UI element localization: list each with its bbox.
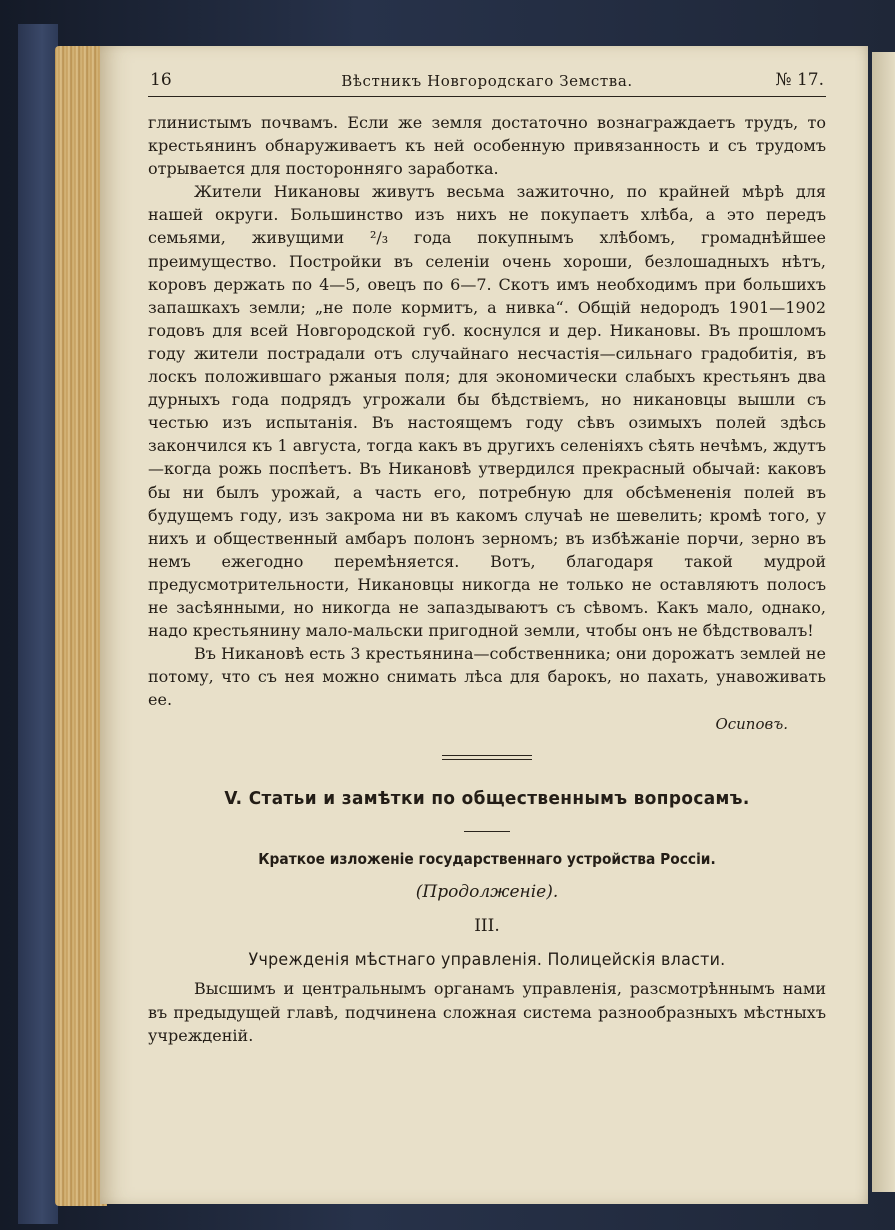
page-content bbox=[148, 66, 826, 1047]
running-header bbox=[148, 66, 826, 96]
author-signature: Осиповъ. bbox=[715, 715, 788, 734]
issue-number: № 17. bbox=[775, 70, 824, 90]
page-number: 16 bbox=[150, 70, 172, 90]
paragraph: Въ Никановѣ есть 3 крестьянина—собственника; они дорожатъ землей не потому, что съ нея можно снимать лѣса для барокъ, но пахать, унавоживать ее. bbox=[148, 644, 826, 710]
short-rule bbox=[464, 831, 510, 832]
chapter-text bbox=[148, 977, 826, 1046]
section-heading: V. Статьи и замѣтки по общественнымъ вопросамъ. bbox=[224, 788, 750, 810]
header-rule bbox=[148, 96, 826, 97]
article-title: Краткое изложеніе государственнаго устройства Россіи. bbox=[258, 850, 716, 869]
chapter-title: Учрежденія мѣстнаго управленія. Полицейскія власти. bbox=[248, 950, 726, 970]
article-end-text bbox=[148, 111, 826, 711]
double-rule-divider bbox=[442, 755, 532, 760]
continued-label: (Продолженіе). bbox=[415, 882, 559, 903]
next-page-edge bbox=[872, 52, 895, 1192]
paragraph: глинистымъ почвамъ. Если же земля достаточно вознаграждаетъ трудъ, то крестьянинъ обнаруживаетъ къ ней особенную привязанность и съ трудомъ отрывается для посторонняго заработка. bbox=[148, 113, 826, 179]
chapter-number: III. bbox=[474, 916, 500, 937]
book-binding bbox=[18, 24, 58, 1224]
paragraph: Высшимъ и центральнымъ органамъ управленія, разсмотрѣннымъ нами въ предыдущей главѣ, подчинена сложная система разнообразныхъ мѣстныхъ учрежденій. bbox=[148, 979, 826, 1045]
journal-title: Вѣстникъ Новгородскаго Земства. bbox=[341, 72, 633, 90]
paragraph: Жители Никановы живутъ весьма зажиточно, по крайней мѣрѣ для нашей округи. Большинство изъ нихъ не покупаетъ хлѣба, а это передъ семьями, живущими ²/₃ года покупнымъ хлѣбомъ, громаднѣйшее преимущество. Постройки въ селеніи очень хороши, безлошадныхъ нѣтъ, коровъ держать по 4—5, овецъ по 6—7. Скотъ имъ необходимъ при большихъ запашкахъ земли; „не поле кормитъ, а нивка“. Общій недородъ 1901—1902 годовъ для всей Новгородской губ. коснулся и дер. Никановы. Въ прошломъ году жители пострадали отъ случайнаго несчастія—сильнаго градобитія, въ лоскъ положившаго ржаныя поля; для экономически слабыхъ крестьянъ два дурныхъ года подрядъ угрожали бы бѣдствіемъ, но никановцы вышли съ честью изъ испытанія. Въ настоящемъ году сѣвъ озимыхъ полей здѣсь закончился къ 1 августа, тогда какъ въ другихъ селеніяхъ сѣять нечѣмъ, ждутъ—когда рожь поспѣетъ. Въ Никановѣ утвердился прекрасный обычай: каковъ бы ни былъ урожай, а часть его, потребную для обсѣмененія полей въ будущемъ году, изъ закрома ни въ какомъ случаѣ не шевелить; кромѣ того, у нихъ и общественный амбаръ полонъ зерномъ; въ избѣжаніе порчи, зерно въ немъ ежегодно перемѣняется. Вотъ, благодаря такой мудрой предусмотрительности, Никановцы никогда не только не оставляютъ полосъ не засѣянными, но никогда не запаздываютъ съ сѣвомъ. Какъ мало, однако, надо крестьянину мало-мальски пригодной земли, чтобы онъ не бѣдствовалъ! bbox=[148, 182, 826, 641]
